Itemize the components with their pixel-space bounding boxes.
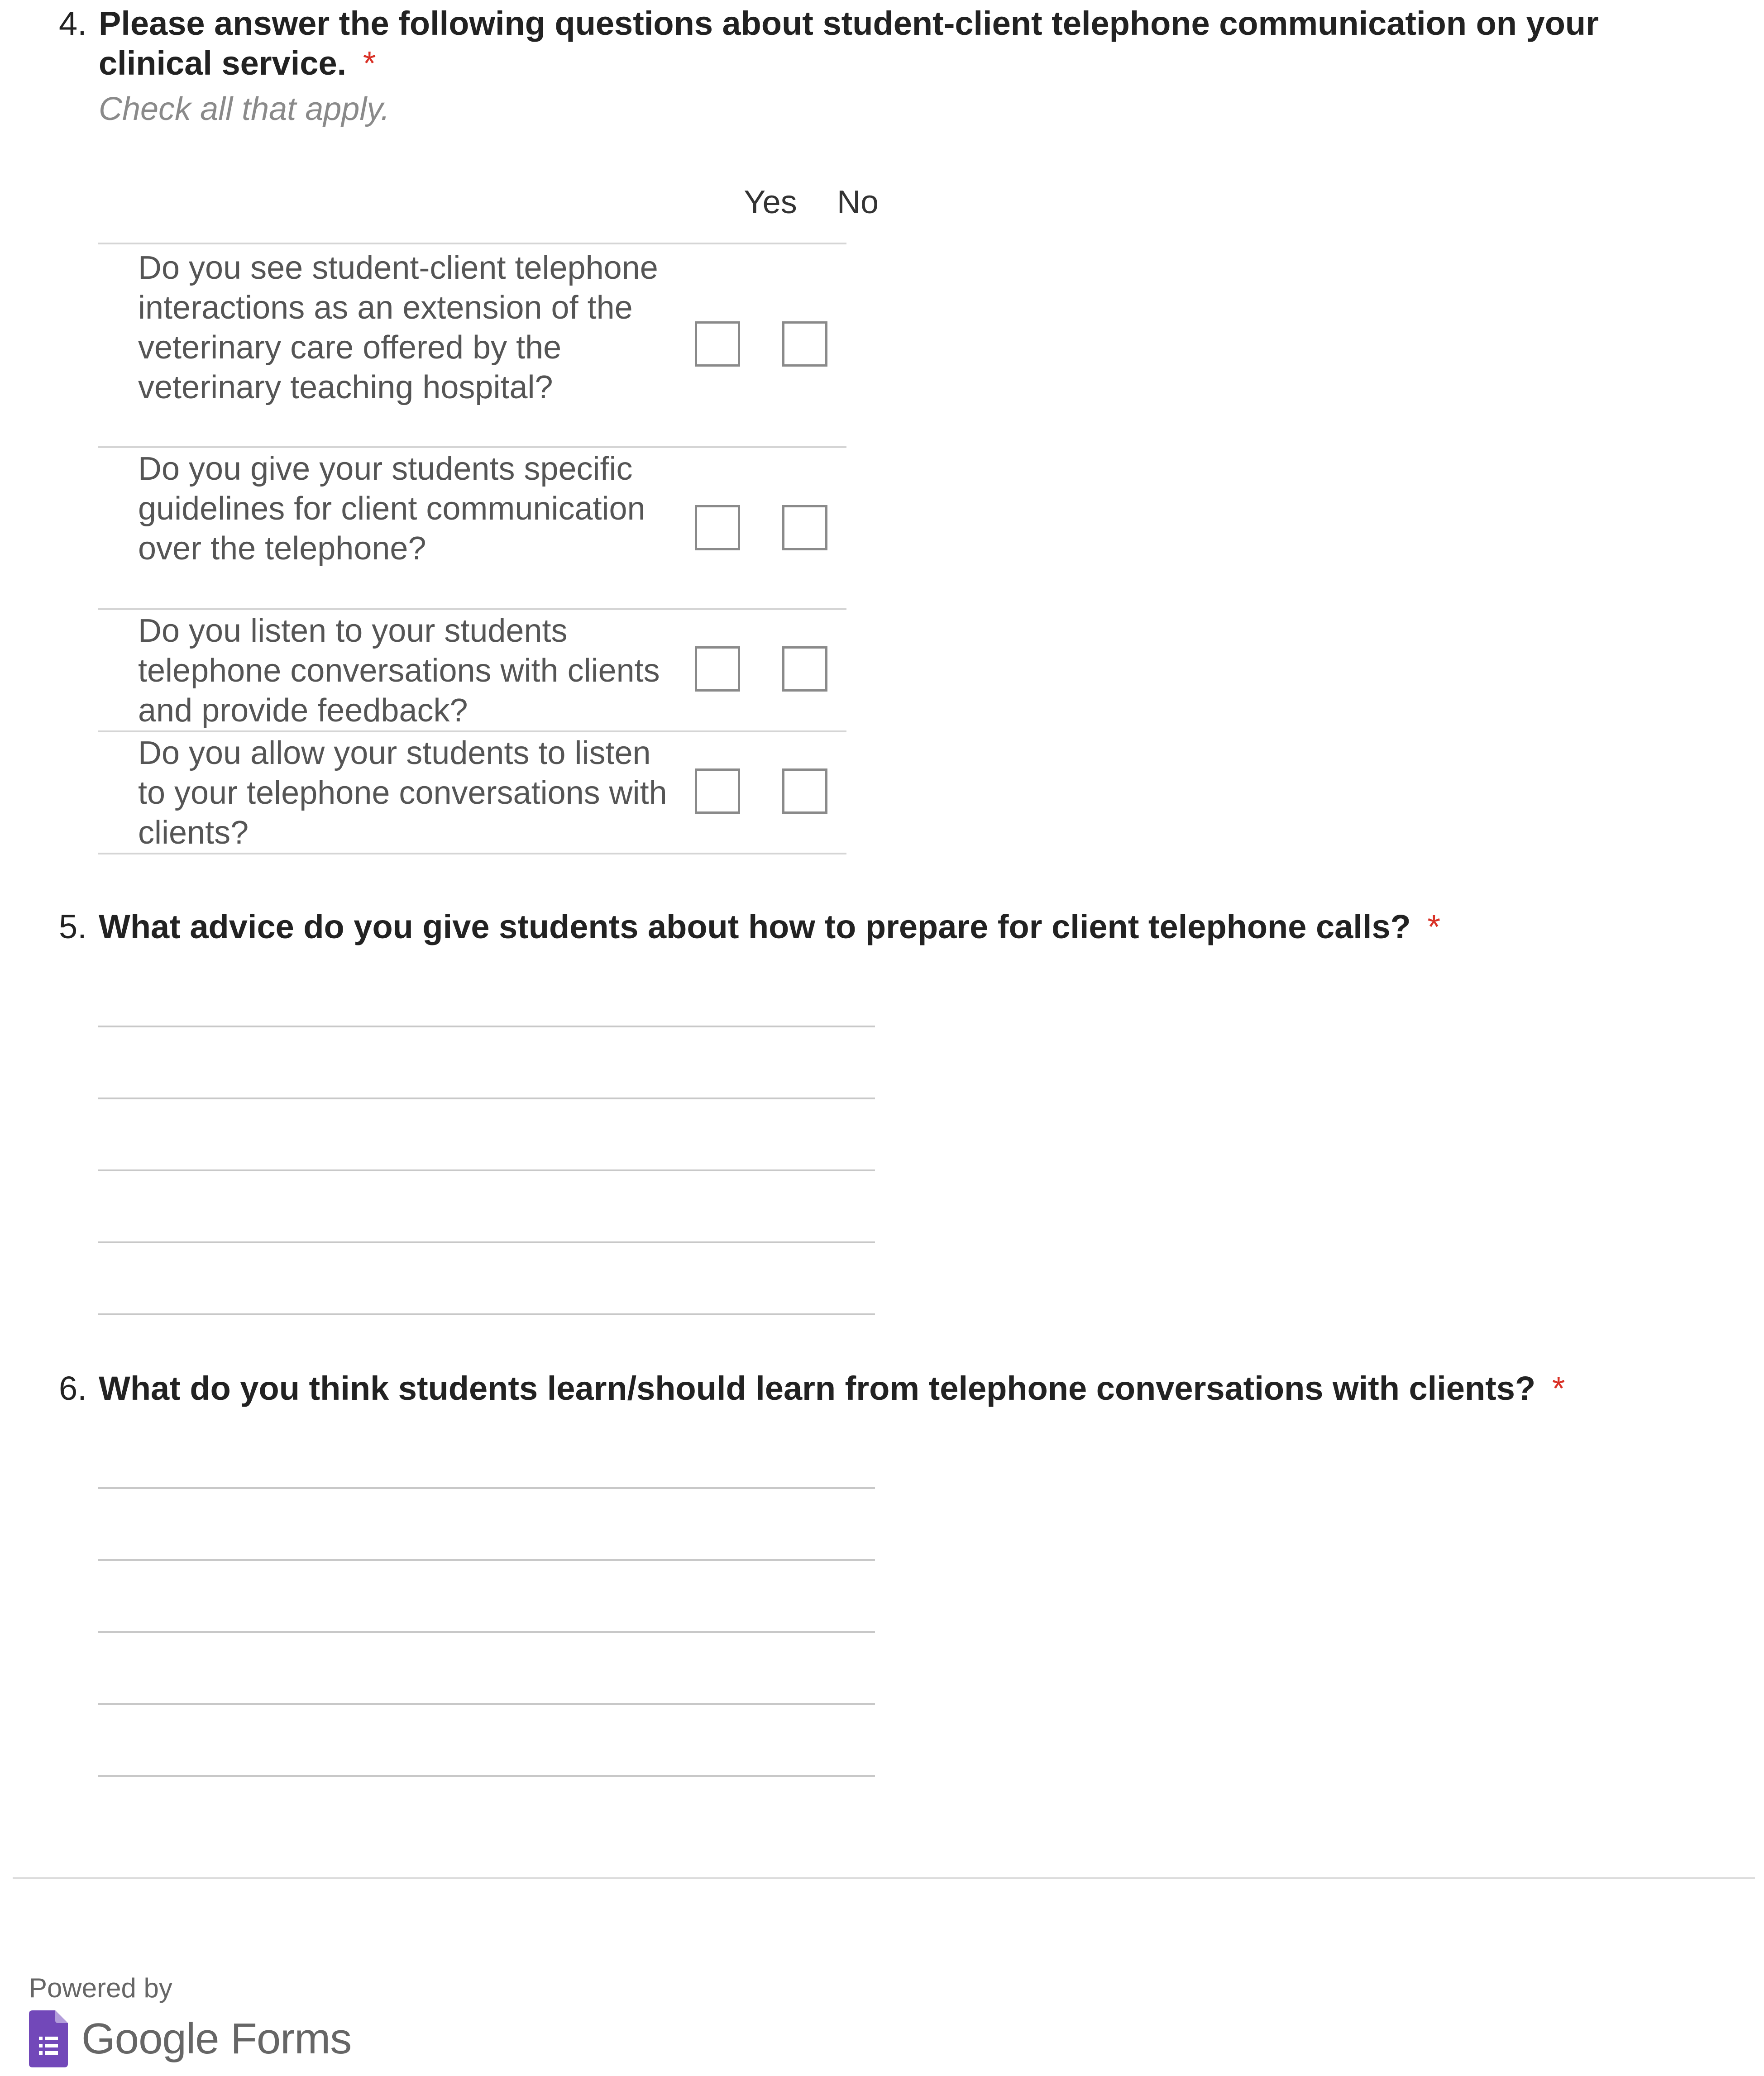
google-forms-logo[interactable] — [29, 2009, 351, 2068]
powered-by-text: Powered by — [29, 1973, 172, 2003]
answer-line — [98, 1241, 875, 1243]
required-asterisk: * — [1427, 908, 1441, 945]
question-5 — [59, 907, 1673, 947]
grid-row — [98, 244, 846, 448]
question-6-number: 6. — [59, 1370, 87, 1407]
grid-row-label: Do you see student-client telephone interactions as an extension of the veterinary care offered by the veterinary teaching hospital? — [138, 250, 658, 406]
checkbox-yes[interactable] — [695, 321, 740, 367]
question-6-answer-field[interactable] — [98, 1435, 875, 1783]
question-5-title — [59, 907, 1673, 947]
google-forms-icon — [29, 2010, 68, 2067]
question-5-text: What advice do you give students about how to prepare for client telephone calls? — [99, 908, 1411, 945]
question-5-number: 5. — [59, 908, 87, 945]
column-header-yes: Yes — [744, 184, 797, 220]
checkbox-grid — [98, 175, 879, 854]
checkbox-yes[interactable] — [695, 505, 740, 550]
answer-line — [98, 1703, 875, 1705]
question-4-text: Please answer the following questions about student-client telephone communication on your clinical service. — [99, 5, 1599, 82]
question-4-help: Check all that apply. — [99, 91, 390, 127]
grid-row — [98, 448, 846, 610]
checkbox-no[interactable] — [782, 768, 827, 814]
question-5-answer-field[interactable] — [98, 973, 875, 1322]
answer-line — [98, 1169, 875, 1171]
answer-line — [98, 1631, 875, 1633]
grid-header — [98, 175, 879, 244]
answer-line — [98, 1313, 875, 1315]
grid-row-label: Do you listen to your students telephone conversations with clients and provide feedback? — [138, 613, 660, 729]
question-4-number: 4. — [59, 5, 87, 42]
required-asterisk: * — [363, 44, 376, 82]
grid-row — [98, 610, 846, 732]
answer-line — [98, 1098, 875, 1099]
checkbox-yes[interactable] — [695, 646, 740, 692]
google-forms-wordmark: Google Forms — [81, 2014, 352, 2063]
checkbox-no[interactable] — [782, 505, 827, 550]
grid-row-label: Do you allow your students to listen to your telephone conversations with clients? — [138, 735, 667, 851]
checkbox-yes[interactable] — [695, 768, 740, 814]
answer-line — [98, 1487, 875, 1489]
required-asterisk: * — [1552, 1370, 1565, 1407]
checkbox-no[interactable] — [782, 646, 827, 692]
answer-line — [98, 1559, 875, 1561]
answer-line — [98, 1026, 875, 1027]
answer-line — [98, 1775, 875, 1777]
question-6-text: What do you think students learn/should learn from telephone conversations with clients? — [99, 1370, 1536, 1407]
footer-divider — [13, 1877, 1755, 1879]
question-4-title — [59, 4, 1673, 83]
question-6 — [59, 1369, 1673, 1408]
column-header-no: No — [837, 184, 879, 220]
grid-row — [98, 732, 846, 854]
question-4 — [59, 4, 1673, 128]
checkbox-no[interactable] — [782, 321, 827, 367]
question-6-title — [59, 1369, 1673, 1408]
grid-row-label: Do you give your students specific guidelines for client communication over the telephone? — [138, 451, 645, 567]
